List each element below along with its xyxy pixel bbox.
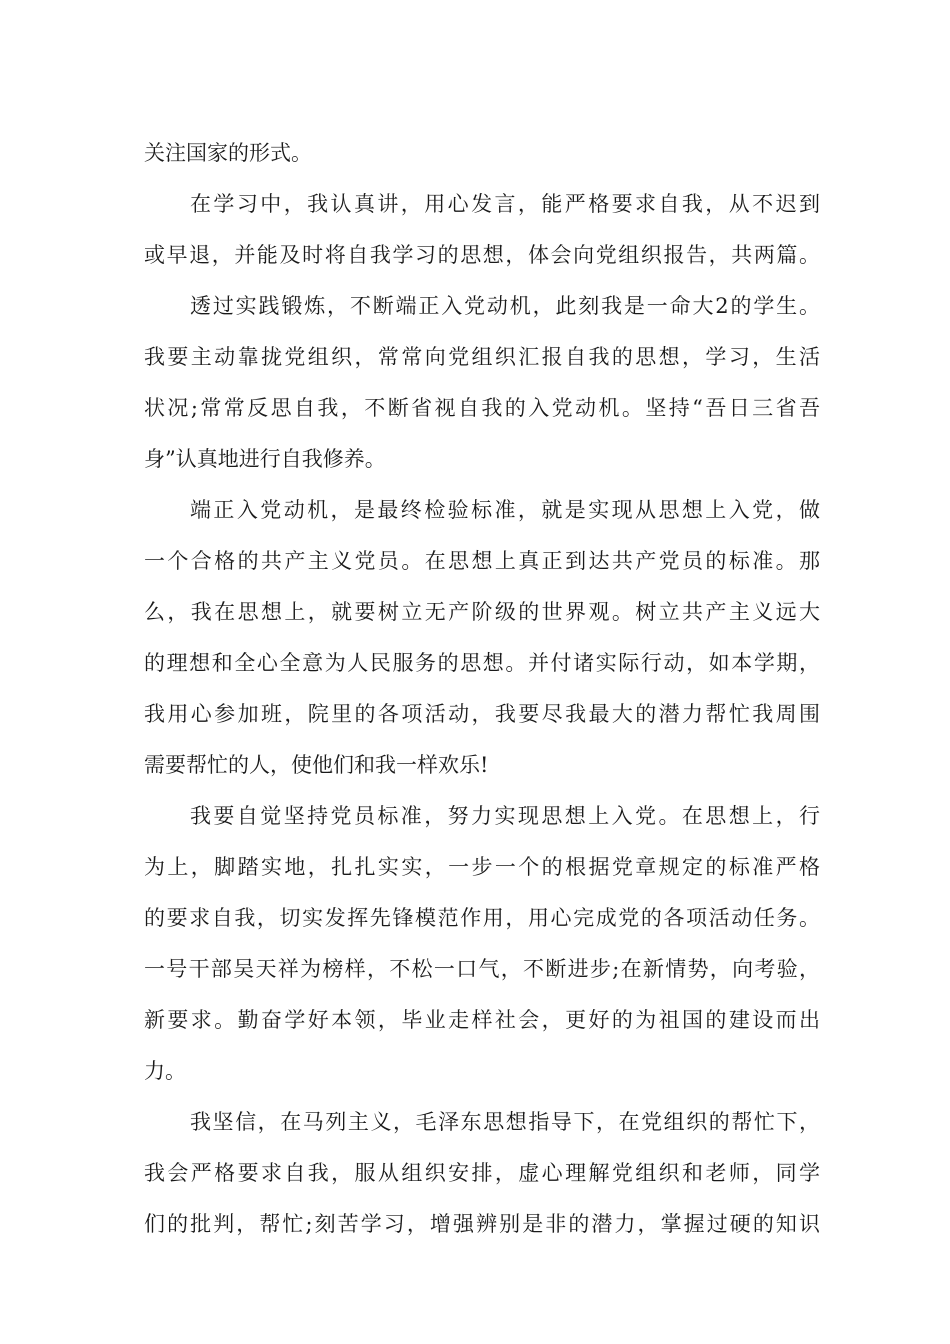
document-body [144, 128, 820, 1250]
text-line: 在学习中，我认真讲，用心发言，能严格要求自我，从不迟到 [190, 192, 820, 216]
text-line: 我用心参加班，院里的各项活动，我要尽我最大的潜力帮忙我周围 [144, 702, 820, 726]
text-line: 一号干部吴天祥为榜样，不松一口气，不断进步;在新情势，向考验， [144, 957, 820, 981]
text-line: 为上，脚踏实地，扎扎实实，一步一个的根据党章规定的标准严格 [144, 855, 820, 879]
text-line: 需要帮忙的人，使他们和我一样欢乐! [144, 753, 489, 777]
text-line: 么，我在思想上，就要树立无产阶级的世界观。树立共产主义远大 [144, 600, 820, 624]
text-line: 的要求自我，切实发挥先锋模范作用，用心完成党的各项活动任务。 [144, 906, 820, 930]
text-line: 新要求。勤奋学好本领，毕业走样社会，更好的为祖国的建设而出 [144, 1008, 820, 1032]
text-line: 我坚信，在马列主义，毛泽东思想指导下，在党组织的帮忙下， [190, 1110, 820, 1134]
text-line: 关注国家的形式。 [144, 141, 312, 165]
text-line: 我会严格要求自我，服从组织安排，虚心理解党组织和老师，同学 [144, 1161, 820, 1185]
text-line: 我要主动靠拢党组织，常常向党组织汇报自我的思想，学习，生活 [144, 345, 820, 369]
text-line: 我要自觉坚持党员标准，努力实现思想上入党。在思想上，行 [190, 804, 820, 828]
text-line: 状况;常常反思自我，不断省视自我的入党动机。坚持“吾日三省吾 [144, 396, 820, 420]
text-line: 的理想和全心全意为人民服务的思想。并付诸实际行动，如本学期， [144, 651, 820, 675]
text-line: 们的批判，帮忙;刻苦学习，增强辨别是非的潜力，掌握过硬的知识 [144, 1212, 820, 1236]
text-line: 一个合格的共产主义党员。在思想上真正到达共产党员的标准。那 [144, 549, 820, 573]
text-line: 力。 [144, 1059, 186, 1083]
text-line: 或早退，并能及时将自我学习的思想，体会向党组织报告，共两篇。 [144, 243, 820, 267]
text-line: 身”认真地进行自我修养。 [144, 447, 386, 471]
text-line: 端正入党动机，是最终检验标准，就是实现从思想上入党，做 [190, 498, 820, 522]
text-line: 透过实践锻炼，不断端正入党动机，此刻我是一命大2的学生。 [190, 294, 820, 318]
